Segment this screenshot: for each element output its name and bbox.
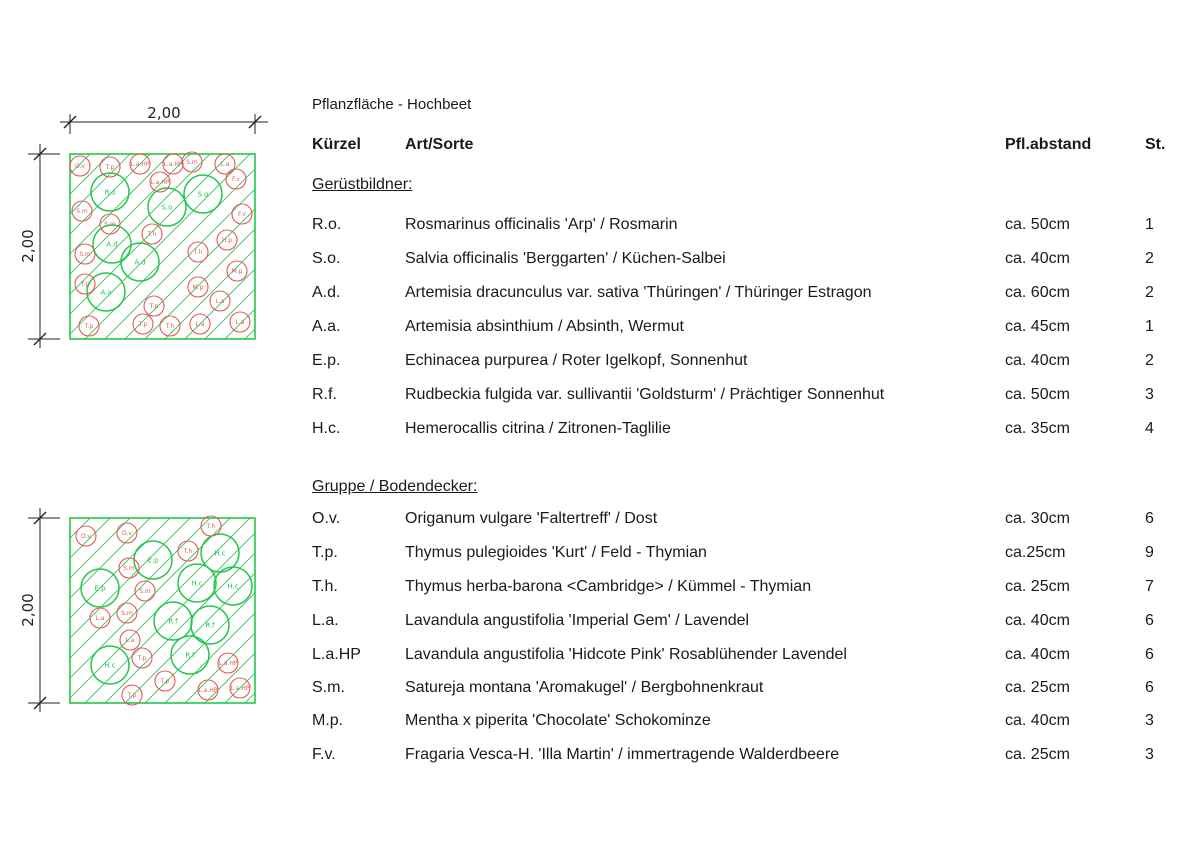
hatch-line (0, 518, 90, 703)
plant-spacing: ca. 40cm (1005, 646, 1070, 663)
large-plant-label: S.o (161, 203, 173, 212)
small-plant-label: T.h (183, 548, 193, 556)
small-plant-label: T.p (138, 321, 148, 329)
table-row (312, 712, 1172, 736)
hatch-line (285, 154, 290, 339)
small-plant-label: L.a (215, 298, 225, 306)
column-header-code: Kürzel (312, 136, 361, 153)
large-plant-label: H.c (227, 582, 239, 591)
small-plant-label: S.m (121, 610, 133, 618)
plant-count: 3 (1145, 386, 1154, 403)
plant-spacing: ca. 40cm (1005, 612, 1070, 629)
table-row (312, 510, 1172, 534)
small-plant-label: L.a (95, 615, 105, 623)
hatch-line (165, 154, 290, 339)
hatch-line (85, 518, 270, 703)
bed-hatching (0, 518, 290, 703)
hatch-line (0, 154, 90, 339)
large-plant-label: A.d (106, 240, 118, 249)
plant-count: 3 (1145, 746, 1154, 763)
plant-code: R.o. (312, 216, 342, 233)
table-row (312, 318, 1172, 342)
plant-code: H.c. (312, 420, 341, 437)
large-plant-label: A.a (100, 288, 112, 297)
small-plant-label: F.v (232, 176, 240, 184)
section-title: Gruppe / Bodendecker: (312, 478, 478, 495)
plant-count: 3 (1145, 712, 1154, 729)
table-row (312, 578, 1172, 602)
plant-name: Satureja montana 'Aromakugel' / Bergbohnenkraut (405, 679, 764, 696)
column-header-name: Art/Sorte (405, 136, 474, 153)
plant-count: 2 (1145, 250, 1154, 267)
small-plant-label: L.a.HP (198, 687, 218, 695)
small-plant-label: T.h (206, 523, 216, 531)
plant-spacing: ca. 50cm (1005, 216, 1070, 233)
plant-spacing: ca. 50cm (1005, 386, 1070, 403)
table-row (312, 746, 1172, 770)
small-plant-label: T.h (147, 231, 157, 239)
table-row (312, 352, 1172, 376)
hatch-line (225, 518, 290, 703)
large-plant-label: R.f (185, 651, 195, 660)
plant-name: Thymus pulegioides 'Kurt' / Feld - Thymian (405, 544, 707, 561)
plant-code: F.v. (312, 746, 336, 763)
plant-name: Salvia officinalis 'Berggarten' / Küchen-Salbei (405, 250, 726, 267)
small-plant-label: S.m (139, 588, 151, 596)
plant-count: 6 (1145, 510, 1154, 527)
plant-name: Fragaria Vesca-H. 'Illa Martin' / immertragende Walderdbeere (405, 746, 840, 763)
plant-spacing: ca. 35cm (1005, 420, 1070, 437)
plant-spacing: ca. 45cm (1005, 318, 1070, 335)
large-plant-label: H.c (191, 579, 203, 588)
planting-plan-1 (0, 100, 290, 360)
plant-code: A.a. (312, 318, 341, 335)
small-plant-label: T.p (80, 281, 90, 289)
plant-code: A.d. (312, 284, 341, 301)
small-plant-label: L.a (195, 321, 205, 329)
small-plant-label: T.p (84, 323, 94, 331)
small-plant-label: F.v (238, 211, 246, 219)
hatch-line (285, 518, 290, 703)
large-plant-label: R.f (205, 621, 215, 630)
small-plant-label: L.a.HP (130, 161, 150, 169)
small-plant-label: M.p (231, 268, 243, 276)
column-header-spacing: Pfl.abstand (1005, 136, 1092, 153)
large-plant-label: A.d (134, 258, 146, 267)
small-plant-label: S.m (79, 251, 91, 259)
plant-count: 6 (1145, 612, 1154, 629)
plant-code: S.m. (312, 679, 345, 696)
small-plant-label: L.a.HP (150, 179, 170, 187)
plant-spacing: ca. 25cm (1005, 746, 1070, 763)
plant-code: S.o. (312, 250, 341, 267)
small-plant-label: S.m (186, 159, 198, 167)
plant-spacing: ca. 40cm (1005, 712, 1070, 729)
plant-count: 4 (1145, 420, 1154, 437)
table-row (312, 646, 1172, 670)
plant-name: Rudbeckia fulgida var. sullivantii 'Goldsturm' / Prächtiger Sonnenhut (405, 386, 885, 403)
plant-code: E.p. (312, 352, 341, 369)
small-plant-label: L.a.HP (163, 161, 183, 169)
plant-spacing: ca. 60cm (1005, 284, 1070, 301)
plant-code: R.f. (312, 386, 337, 403)
table-row (312, 216, 1172, 240)
plant-code: M.p. (312, 712, 344, 729)
plant-count: 6 (1145, 646, 1154, 663)
large-plant-label: R.o (104, 188, 116, 197)
small-plant-label: L.a (220, 161, 230, 169)
hatch-line (105, 154, 290, 339)
table-row (312, 250, 1172, 274)
dimension-label-left: 2,00 (19, 593, 37, 627)
plant-symbols (76, 516, 252, 705)
table-row (312, 544, 1172, 568)
plant-count: 7 (1145, 578, 1154, 595)
plant-spacing: ca. 25cm (1005, 578, 1070, 595)
large-plant-label: E.p (94, 584, 106, 593)
small-plant-label: L.a (125, 637, 135, 645)
small-plant-label: T.p (105, 164, 115, 172)
plant-name: Mentha x piperita 'Chocolate' Schokominze (405, 712, 711, 729)
hatch-line (125, 518, 290, 703)
plant-code: L.a. (312, 612, 339, 629)
table-row (312, 679, 1172, 703)
small-plant-label: H.p (221, 237, 233, 245)
plant-spacing: ca. 25cm (1005, 679, 1070, 696)
plant-spacing: ca.25cm (1005, 544, 1066, 561)
large-plant-label: H.c (214, 549, 226, 558)
small-plant-label: T.p (127, 692, 137, 700)
plant-code: T.h. (312, 578, 338, 595)
small-plant-label: T.p (137, 655, 147, 663)
section-title: Gerüstbildner: (312, 176, 413, 193)
small-plant-label: S.m (76, 208, 88, 216)
plant-count: 9 (1145, 544, 1154, 561)
plant-spacing: ca. 40cm (1005, 352, 1070, 369)
plant-count: 2 (1145, 284, 1154, 301)
small-plant-label: S.m (104, 221, 116, 229)
small-plant-label: L.a (235, 319, 245, 327)
plant-spacing: ca. 40cm (1005, 250, 1070, 267)
small-plant-label: O.v (122, 530, 132, 538)
small-plant-label: S.m (123, 565, 135, 573)
small-plant-label: O.v (81, 533, 91, 541)
table-row (312, 386, 1172, 410)
large-plant-label: E.p (147, 556, 159, 565)
table-row (312, 284, 1172, 308)
hatch-line (265, 154, 290, 339)
plant-name: Hemerocallis citrina / Zitronen-Taglilie (405, 420, 671, 437)
small-plant-label: L.a.HP (230, 685, 250, 693)
small-plant-label: T.h (165, 323, 175, 331)
small-plant-label: M.p (192, 284, 204, 292)
large-plant-label: R.f (168, 617, 178, 626)
plant-code: T.p. (312, 544, 338, 561)
table-row (312, 612, 1172, 636)
hatch-line (245, 154, 290, 339)
plant-count: 1 (1145, 318, 1154, 335)
table-row (312, 420, 1172, 444)
plant-count: 6 (1145, 679, 1154, 696)
hatch-line (245, 518, 290, 703)
plant-name: Artemisia absinthium / Absinth, Wermut (405, 318, 684, 335)
plant-name: Lavandula angustifolia 'Imperial Gem' / Lavendel (405, 612, 750, 629)
small-plant-label: O.v (75, 163, 85, 171)
plant-name: Origanum vulgare 'Faltertreff' / Dost (405, 510, 658, 527)
plant-name: Rosmarinus officinalis 'Arp' / Rosmarin (405, 216, 678, 233)
plant-name: Thymus herba-barona <Cambridge> / Kümmel - Thymian (405, 578, 812, 595)
small-plant-label: T.p (160, 678, 170, 686)
plant-code: O.v. (312, 510, 341, 527)
hatch-line (45, 154, 233, 339)
plant-count: 2 (1145, 352, 1154, 369)
plant-name: Artemisia dracunculus var. sativa 'Thüringen' / Thüringer Estragon (405, 284, 872, 301)
page-title: Pflanzfläche - Hochbeet (312, 96, 472, 113)
plant-spacing: ca. 30cm (1005, 510, 1070, 527)
column-header-count: St. (1145, 136, 1166, 153)
small-plant-label: T.p (149, 303, 159, 311)
large-plant-label: H.c (104, 661, 116, 670)
small-plant-label: L.a.HP (218, 660, 238, 668)
hatch-line (265, 518, 290, 703)
plant-name: Lavandula angustifolia 'Hidcote Pink' Rosablühender Lavendel (405, 646, 847, 663)
plant-name: Echinacea purpurea / Roter Igelkopf, Sonnenhut (405, 352, 748, 369)
table-header (312, 136, 1172, 160)
large-plant-label: S.o (197, 190, 209, 199)
dimension-label-left: 2,00 (19, 229, 37, 263)
dimension-label-top: 2,00 (147, 104, 181, 122)
planting-plan-2 (0, 500, 290, 730)
small-plant-label: T.h (193, 249, 203, 257)
plant-count: 1 (1145, 216, 1154, 233)
plant-code: L.a.HP (312, 646, 361, 663)
hatch-line (165, 518, 290, 703)
